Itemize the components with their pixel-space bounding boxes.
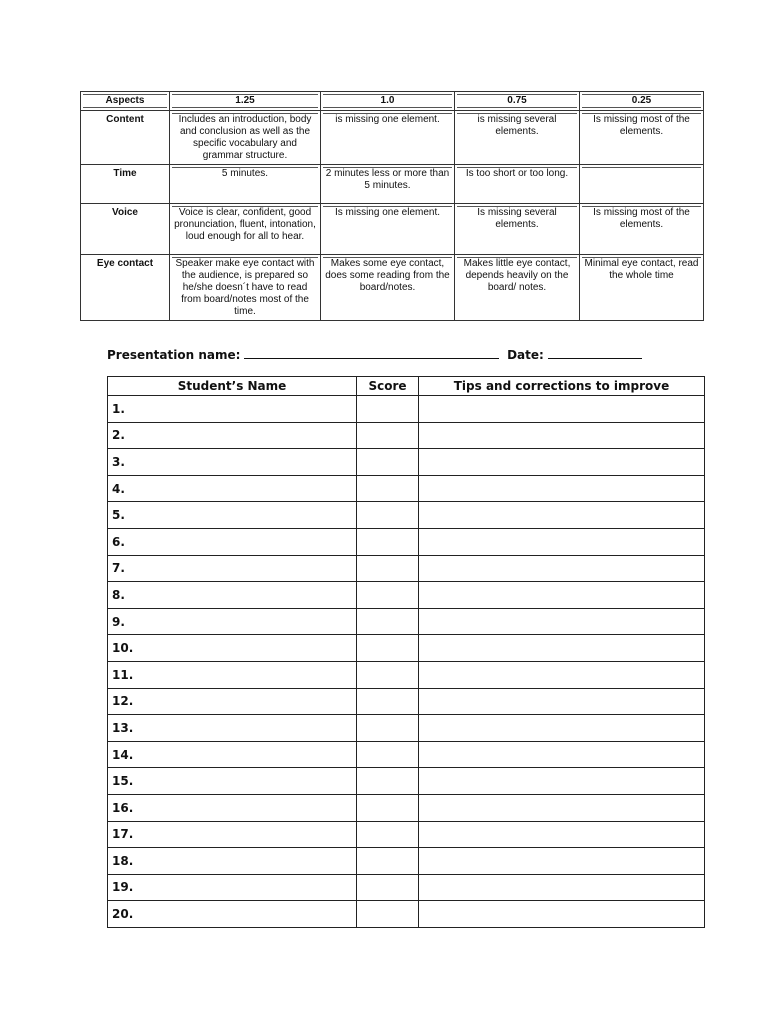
rubric-aspect: Time xyxy=(81,165,170,204)
student-name-cell[interactable]: 14. xyxy=(108,741,357,768)
tips-cell[interactable] xyxy=(419,821,705,848)
score-cell[interactable] xyxy=(357,661,419,688)
tips-cell[interactable] xyxy=(419,874,705,901)
score-cell[interactable] xyxy=(357,555,419,582)
presentation-line xyxy=(107,346,707,362)
rubric-row-content xyxy=(81,111,704,165)
table-row xyxy=(108,768,705,795)
rubric-cell: Voice is clear, confident, good pronunciation, fluent, intonation, loud enough for all to hear. xyxy=(170,204,321,255)
table-row xyxy=(108,396,705,423)
tips-cell[interactable] xyxy=(419,502,705,529)
student-name-cell[interactable]: 18. xyxy=(108,848,357,875)
score-cell[interactable] xyxy=(357,449,419,476)
student-name-cell[interactable]: 7. xyxy=(108,555,357,582)
student-name-cell[interactable]: 20. xyxy=(108,901,357,928)
rubric-cell xyxy=(580,165,704,204)
score-cell[interactable] xyxy=(357,848,419,875)
rubric-cell: Is missing most of the elements. xyxy=(580,111,704,165)
student-name-cell[interactable]: 9. xyxy=(108,608,357,635)
student-name-cell[interactable]: 11. xyxy=(108,661,357,688)
rubric-cell: Makes some eye contact, does some reading from the board/notes. xyxy=(321,255,455,321)
score-cell[interactable] xyxy=(357,768,419,795)
rubric-aspect: Eye contact xyxy=(81,255,170,321)
table-row xyxy=(108,741,705,768)
table-row xyxy=(108,715,705,742)
tips-cell[interactable] xyxy=(419,715,705,742)
student-name-cell[interactable]: 19. xyxy=(108,874,357,901)
rubric-header-aspects: Aspects xyxy=(81,92,170,111)
student-name-cell[interactable]: 15. xyxy=(108,768,357,795)
tips-cell[interactable] xyxy=(419,848,705,875)
rubric-cell: Makes little eye contact, depends heavily on the board/ notes. xyxy=(455,255,580,321)
tips-cell[interactable] xyxy=(419,475,705,502)
table-row xyxy=(108,502,705,529)
date-label: Date: xyxy=(507,348,544,362)
tips-cell[interactable] xyxy=(419,688,705,715)
rubric-cell: is missing several elements. xyxy=(455,111,580,165)
student-name-cell[interactable]: 6. xyxy=(108,528,357,555)
score-cell[interactable] xyxy=(357,635,419,662)
table-row xyxy=(108,688,705,715)
score-cell[interactable] xyxy=(357,396,419,423)
table-row xyxy=(108,422,705,449)
rubric-row-time xyxy=(81,165,704,204)
presentation-name-label: Presentation name: xyxy=(107,348,241,362)
table-row xyxy=(108,608,705,635)
score-cell[interactable] xyxy=(357,901,419,928)
score-cell[interactable] xyxy=(357,528,419,555)
table-row xyxy=(108,582,705,609)
rubric-cell: Includes an introduction, body and conclusion as well as the specific vocabulary and grammar structure. xyxy=(170,111,321,165)
rubric-cell: Is missing several elements. xyxy=(455,204,580,255)
table-row xyxy=(108,848,705,875)
students-header-row xyxy=(108,377,705,396)
rubric-header-score-0-75: 0.75 xyxy=(455,92,580,111)
score-cell[interactable] xyxy=(357,502,419,529)
tips-cell[interactable] xyxy=(419,422,705,449)
tips-cell[interactable] xyxy=(419,555,705,582)
student-name-cell[interactable]: 4. xyxy=(108,475,357,502)
tips-cell[interactable] xyxy=(419,661,705,688)
score-cell[interactable] xyxy=(357,608,419,635)
table-row xyxy=(108,794,705,821)
tips-cell[interactable] xyxy=(419,741,705,768)
score-cell[interactable] xyxy=(357,794,419,821)
table-row xyxy=(108,821,705,848)
student-name-cell[interactable]: 12. xyxy=(108,688,357,715)
rubric-row-voice xyxy=(81,204,704,255)
tips-cell[interactable] xyxy=(419,768,705,795)
rubric-cell: Is missing one element. xyxy=(321,204,455,255)
rubric-cell: 5 minutes. xyxy=(170,165,321,204)
student-name-cell[interactable]: 13. xyxy=(108,715,357,742)
rubric-header-score-0-25: 0.25 xyxy=(580,92,704,111)
score-cell[interactable] xyxy=(357,741,419,768)
table-row xyxy=(108,555,705,582)
students-header-tips: Tips and corrections to improve xyxy=(419,377,705,396)
tips-cell[interactable] xyxy=(419,582,705,609)
students-header-name: Student’s Name xyxy=(108,377,357,396)
tips-cell[interactable] xyxy=(419,608,705,635)
rubric-cell: 2 minutes less or more than 5 minutes. xyxy=(321,165,455,204)
table-row xyxy=(108,528,705,555)
table-row xyxy=(108,661,705,688)
presentation-name-field[interactable] xyxy=(244,346,499,359)
student-name-cell[interactable]: 10. xyxy=(108,635,357,662)
tips-cell[interactable] xyxy=(419,449,705,476)
rubric-cell: is missing one element. xyxy=(321,111,455,165)
rubric-cell: Speaker make eye contact with the audience, is prepared so he/she doesn´t have to read from board/notes most of the time. xyxy=(170,255,321,321)
student-name-cell[interactable]: 2. xyxy=(108,422,357,449)
rubric-header-score-1-25: 1.25 xyxy=(170,92,321,111)
score-cell[interactable] xyxy=(357,422,419,449)
score-cell[interactable] xyxy=(357,821,419,848)
score-cell[interactable] xyxy=(357,715,419,742)
students-table xyxy=(107,376,705,928)
table-row xyxy=(108,449,705,476)
rubric-cell: Minimal eye contact, read the whole time xyxy=(580,255,704,321)
table-row xyxy=(108,874,705,901)
rubric-aspect: Content xyxy=(81,111,170,165)
table-row xyxy=(108,901,705,928)
score-cell[interactable] xyxy=(357,475,419,502)
tips-cell[interactable] xyxy=(419,396,705,423)
student-name-cell[interactable]: 5. xyxy=(108,502,357,529)
tips-cell[interactable] xyxy=(419,528,705,555)
students-header-score: Score xyxy=(357,377,419,396)
rubric-header-score-1-0: 1.0 xyxy=(321,92,455,111)
student-name-cell[interactable]: 3. xyxy=(108,449,357,476)
student-name-cell[interactable]: 16. xyxy=(108,794,357,821)
table-row xyxy=(108,635,705,662)
tips-cell[interactable] xyxy=(419,635,705,662)
rubric-aspect: Voice xyxy=(81,204,170,255)
student-name-cell[interactable]: 1. xyxy=(108,396,357,423)
rubric-row-eye-contact xyxy=(81,255,704,321)
score-cell[interactable] xyxy=(357,582,419,609)
score-cell[interactable] xyxy=(357,688,419,715)
rubric-cell: Is missing most of the elements. xyxy=(580,204,704,255)
student-name-cell[interactable]: 8. xyxy=(108,582,357,609)
tips-cell[interactable] xyxy=(419,901,705,928)
score-cell[interactable] xyxy=(357,874,419,901)
rubric-header-row xyxy=(81,92,704,111)
rubric-table xyxy=(80,91,704,321)
tips-cell[interactable] xyxy=(419,794,705,821)
rubric-cell: Is too short or too long. xyxy=(455,165,580,204)
student-name-cell[interactable]: 17. xyxy=(108,821,357,848)
date-field[interactable] xyxy=(548,346,642,359)
table-row xyxy=(108,475,705,502)
